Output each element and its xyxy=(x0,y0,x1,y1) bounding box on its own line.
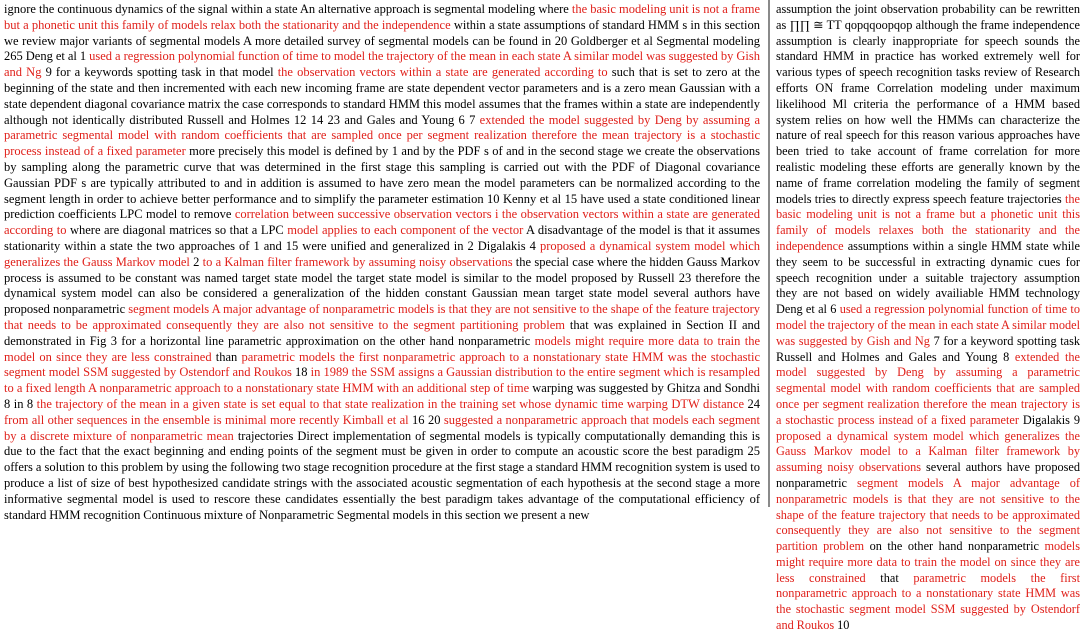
matched-text-segment: parametric models the first nonparametric approach to a nonstationary state HMM was the stochastic segment model SSM suggested by Ostendorf and Roukos xyxy=(776,570,1080,633)
suspicious-document-pane[interactable] xyxy=(774,0,1082,633)
text-segment: Digalakis 9 xyxy=(1018,412,1080,427)
matched-text-segment: proposed a dynamical system model which generalizes the Gauss Markov model xyxy=(4,238,761,269)
matched-text-segment: model applies to each component of the vector xyxy=(287,223,524,238)
matched-text-segment: correlation between successive observation vectors i the observation vectors within a state are generated according to xyxy=(4,207,760,238)
text-segment: that was explained in Section II and demonstrated in Fig 3 for a horizontal line parametric approximation on the other hand nonparametric xyxy=(4,317,761,348)
text-segment: 16 20 xyxy=(408,412,444,427)
matched-text-segment: used a regression polynomial function of time to model the trajectory of the mean in each state A similar model was suggested by Gish and Ng xyxy=(776,302,1080,348)
text-segment: 9 for a keywords spotting task in that model xyxy=(41,65,278,80)
text-segment: warping was suggested by Ghitza and Sondhi 8 in 8 xyxy=(4,381,760,411)
matched-text-segment: extended the model suggested by Deng by assuming a parametric segmental model with random coefficients that are sampled once per segment realization therefore the mean trajectory is a stochastic process instead of a fixed parameter xyxy=(776,349,1080,427)
text-segment: where are diagonal matrices so that a LPC xyxy=(66,223,288,238)
matched-text-segment: the basic modeling unit is not a frame but a phonetic unit this family of models relaxes both the stationarity and the independence xyxy=(776,191,1080,253)
text-segment: more precisely this model is defined by 1 and by the PDF s of and in the second stage we create the observations by sampling along the parametric curve that was determined in the first stage this sampling is carried out with the PDF of Diagonal covariance Gaussian PDF s are typically attributed to and in addition is assumed to have zero mean the model parameters can be normalized according to the segment length in order to achieve better performance and to simplify the parameter estimation 10 Kenny et al 15 have used a state conditioned linear prediction coefficients LPC model to remove xyxy=(4,144,760,222)
text-segment: 24 xyxy=(744,396,760,411)
text-segment: such that is set to zero at the beginning of the state and then incremented with each new incoming frame are state dependent vector parameters and is a zero mean Gaussian with a state dependent diagonal covariance matrix the case corresponds to standard HMM this model assumes that the frames within a state are independently although not identically distributed Russell and Holmes 12 14 23 and Gales and Young 6 7 xyxy=(4,65,760,127)
matched-text-segment: the basic modeling unit is not a frame but a phonetic unit this family of models relax both the stationarity and the independence xyxy=(4,2,760,32)
text-segment: 18 xyxy=(291,365,311,380)
text-segment: 7 for a keyword spotting task Russell and Holmes and Gales and Young 8 xyxy=(776,333,1081,364)
text-segment: on the other hand nonparametric xyxy=(864,539,1045,554)
text-segment: than xyxy=(211,349,242,364)
matched-text-segment: in 1989 the SSM assigns a Gaussian distribution to the entire segment which is resampled to a fixed length A nonparametric approach to a nonstationary state HMM with an additional step of time xyxy=(4,365,760,396)
text-segment: assumptions within a single HMM state while they seem to be successful in extracting dynamic cues for speech recognition under a suitable trajectory assumption they are not based on widely availiable HMM technology Deng et al 6 xyxy=(776,238,1080,317)
matched-text-segment: parametric models the first nonparametric approach to a nonstationary state HMM was the stochastic segment model SSM suggested by Ostendorf and Roukos xyxy=(4,349,761,380)
matched-text-segment: to a Kalman filter framework by assuming noisy observations xyxy=(202,254,513,269)
text-segment: the special case where the hidden Gauss Markov process is assumed to be constant was named target state model the target state model is similar to the model proposed by Russell 23 therefore the dynamical system model can also be considered a generalization of the hidden constant Gaussian mean target state model several authors have proposed nonparametric xyxy=(4,254,760,317)
matched-text-segment: proposed a dynamical system model which generalizes the Gauss Markov model to a Kalman filter framework by assuming noisy observations xyxy=(776,428,1080,475)
pane-divider[interactable] xyxy=(768,0,770,507)
suspicious-document-text xyxy=(776,2,1080,634)
text-segment: ignore the continuous dynamics of the signal within a state An alternative approach is segmental modeling where xyxy=(4,2,572,16)
matched-text-segment: suggested a nonparametric approach that models each segment by a discrete mixture of nonparametric mean xyxy=(4,412,760,443)
matched-text-segment: segment models A major advantage of nonparametric models is that they are not sensitive to the shape of the feature trajectory that needs to be approximated consequently they are also not sensitive to the segment partition problem xyxy=(776,475,1080,554)
source-document-text xyxy=(4,2,760,523)
text-segment: assumption the joint observation probability can be rewritten as ∏∏ ≅ TT qopqqoopqop although the frame independence assumption is clearly inappropriate for speech sounds the standard HMM in practice has worked extremely well for various types of speech recognition tasks review of Research efforts ON frame Correlation modeling under maximum likelihood Ml criteria the performance of a HMM based system relies on how well the HMMs can characterize the nature of real speech for this reason various approaches have been tried to take account of frame correlation for more realistic modeling these efforts are generally known by the name of frame correlation modeling the family of segment models tries to directly express speech feature trajectories xyxy=(776,2,1080,206)
text-segment: several authors have proposed nonparametric xyxy=(776,460,1081,490)
matched-text-segment: from all other sequences in the ensemble is minimal more recently Kimball et al xyxy=(4,412,409,427)
text-segment: 2 xyxy=(189,254,203,269)
matched-text-segment: extended the model suggested by Deng by assuming a parametric segmental model with random coefficients that are sampled once per segment realization therefore the mean trajectory is a stochastic process instead of a fixed parameter xyxy=(4,112,760,159)
text-segment: that xyxy=(865,570,914,585)
text-segment: A disadvantage of the model is that it assumes stationarity within a state the two approaches of 1 and 15 were unified and generalized in 2 Digalakis 4 xyxy=(4,223,760,253)
matched-text-segment: used a regression polynomial function of time to model the trajectory of the mean in each state A similar model was suggested by Gish and Ng xyxy=(4,49,760,80)
matched-text-segment: the trajectory of the mean in a given state is set equal to that state realization in the training set whose dynamic time warping DTW distance xyxy=(36,396,745,411)
matched-text-segment: models might require more data to train the model on since they are less constrained xyxy=(776,539,1080,585)
text-segment: trajectories Direct implementation of segmental models is typically computationally demanding this is due to the fact that the exact beginning and ending points of the segment must be given in order to compute an acoustic score the best paradigm 25 offers a solution to this problem by using the following two stage recognition procedure at the first stage a standard HMM recognition system is used to produce a list of size of best hypothesized candidate strings with the associated acoustic segmentation of each hypothesis at the second stage a more informative segmental model is used to rescore these candidates essentially the best paradigm takes advantage of the computational efficiency of standard HMM recognition Continuous mixture of Nonparametric Segmental models in this section we present a new xyxy=(4,428,760,522)
text-segment: within a state assumptions of standard HMM s in this section we review major variants of segmental models A more detailed survey of segmental models can be found in 20 Goldberger et al Segmental modeling 265 Deng et al 1 xyxy=(4,17,760,64)
text-segment: 10 xyxy=(834,618,850,633)
matched-text-segment: the observation vectors within a state are generated according to xyxy=(277,65,608,80)
matched-text-segment: segment models A major advantage of nonparametric models is that they are not sensitive to the shape of the feature trajectory that needs to be approximated consequently they are also not sensitive to the segment partitioning problem xyxy=(4,302,760,332)
matched-text-segment: models might require more data to train the model on since they are less constrained xyxy=(4,333,760,364)
